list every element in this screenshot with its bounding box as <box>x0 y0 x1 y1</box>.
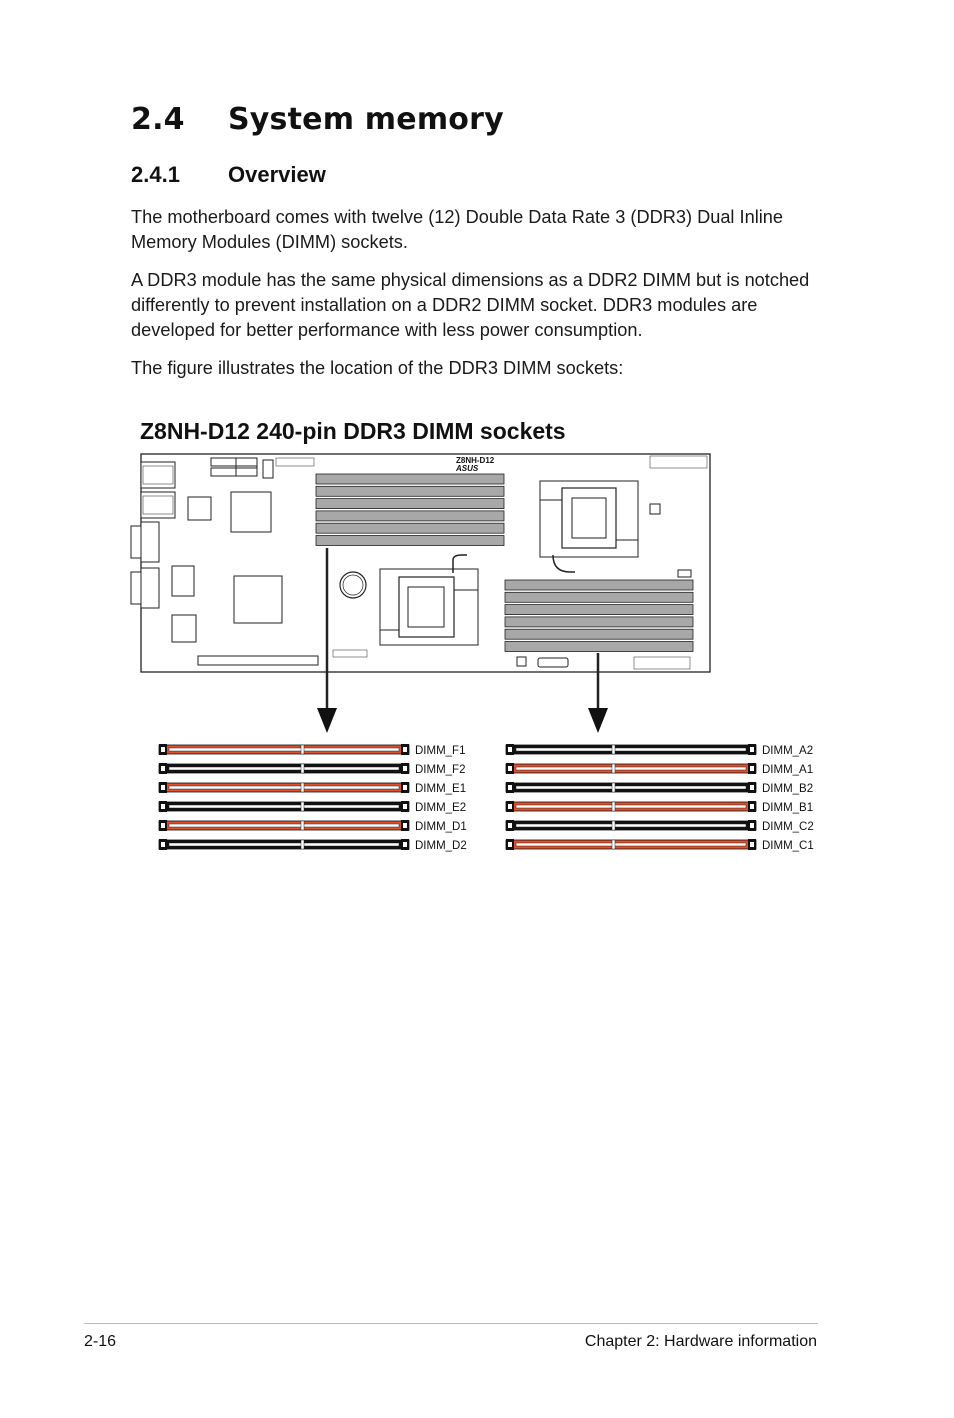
vga-port <box>141 522 159 562</box>
figure-title: Z8NH-D12 240-pin DDR3 DIMM sockets <box>140 418 566 444</box>
chip-3 <box>172 615 196 642</box>
chip-2 <box>172 566 194 596</box>
paragraph-ddr3: A DDR3 module has the same physical dimensions as a DDR2 DIMM but is notched differently to prevent installation on a DDR2 DIMM socket. DDR3 modules are developed for better performance with less power consumption. <box>131 270 810 340</box>
board-slot-upper <box>316 486 504 496</box>
subsection-number: 2.4.1 <box>131 162 180 187</box>
dimm-label: DIMM_B2 <box>762 783 814 795</box>
sata-connector-2 <box>211 468 257 476</box>
board-model-text: Z8NH-D12 <box>456 456 495 465</box>
right-dimm-group <box>506 744 756 850</box>
cpu-socket-2 <box>380 555 478 645</box>
dimm-label: DIMM_D1 <box>415 821 467 833</box>
chip-1 <box>188 497 211 520</box>
fan-connector <box>538 658 568 667</box>
dimm-slot <box>506 839 756 850</box>
page-number: 2-16 <box>84 1333 117 1350</box>
board-slot-upper <box>316 523 504 533</box>
pcie-slot <box>198 656 318 665</box>
board-slot-lower <box>505 605 693 615</box>
com-port <box>141 568 159 608</box>
dimm-slot <box>159 801 409 812</box>
dimm-label: DIMM_B1 <box>762 802 814 814</box>
arrow-head-right <box>588 708 608 733</box>
board-slot-upper <box>316 474 504 484</box>
section-title-text: System memory <box>228 102 504 137</box>
dimm-label: DIMM_E2 <box>415 802 467 814</box>
chip-pch <box>234 576 282 623</box>
board-slot-lower <box>505 592 693 602</box>
dimm-slot <box>159 744 409 755</box>
board-slot-upper <box>316 499 504 509</box>
dimm-slot <box>506 744 756 755</box>
dimm-slot <box>506 763 756 774</box>
chip-bmc <box>231 492 271 532</box>
arrow-head-left <box>317 708 337 733</box>
left-dimm-group <box>159 744 409 850</box>
board-brand-text: ASUS <box>456 464 479 473</box>
dimm-slot <box>506 782 756 793</box>
board-slot-lower <box>505 617 693 627</box>
board-slot-lower <box>505 580 693 590</box>
dimm-slot <box>159 763 409 774</box>
dimm-slot <box>506 801 756 812</box>
connector-small <box>263 460 273 478</box>
sata-connector-1 <box>211 458 257 466</box>
dimm-label: DIMM_D2 <box>415 840 467 852</box>
dimm-label: DIMM_A2 <box>762 745 814 757</box>
paragraph-figure-intro: The figure illustrates the location of the DDR3 DIMM sockets: <box>131 358 624 378</box>
dimm-slot <box>159 839 409 850</box>
dimm-slot <box>159 782 409 793</box>
dimm-label: DIMM_F1 <box>415 745 466 757</box>
board-slot-lower <box>505 642 693 652</box>
dimm-label: DIMM_C1 <box>762 840 814 852</box>
subsection-title-text: Overview <box>228 162 326 187</box>
dimm-label: DIMM_E1 <box>415 783 467 795</box>
battery <box>340 572 366 598</box>
dimm-label: DIMM_C2 <box>762 821 814 833</box>
dimm-label: DIMM_A1 <box>762 764 814 776</box>
section-number: 2.4 <box>131 102 185 137</box>
dimm-label: DIMM_F2 <box>415 764 466 776</box>
chapter-title: Chapter 2: Hardware information <box>584 1333 817 1350</box>
footer-divider <box>84 1323 818 1324</box>
paragraph-intro: The motherboard comes with twelve (12) Double Data Rate 3 (DDR3) Dual Inline Memory Modules (DIMM) sockets. <box>131 207 784 252</box>
dimm-slot <box>506 820 756 831</box>
dimm-slot <box>159 820 409 831</box>
board-slot-upper <box>316 511 504 521</box>
board-slot-upper <box>316 536 504 546</box>
board-slot-lower <box>505 629 693 639</box>
